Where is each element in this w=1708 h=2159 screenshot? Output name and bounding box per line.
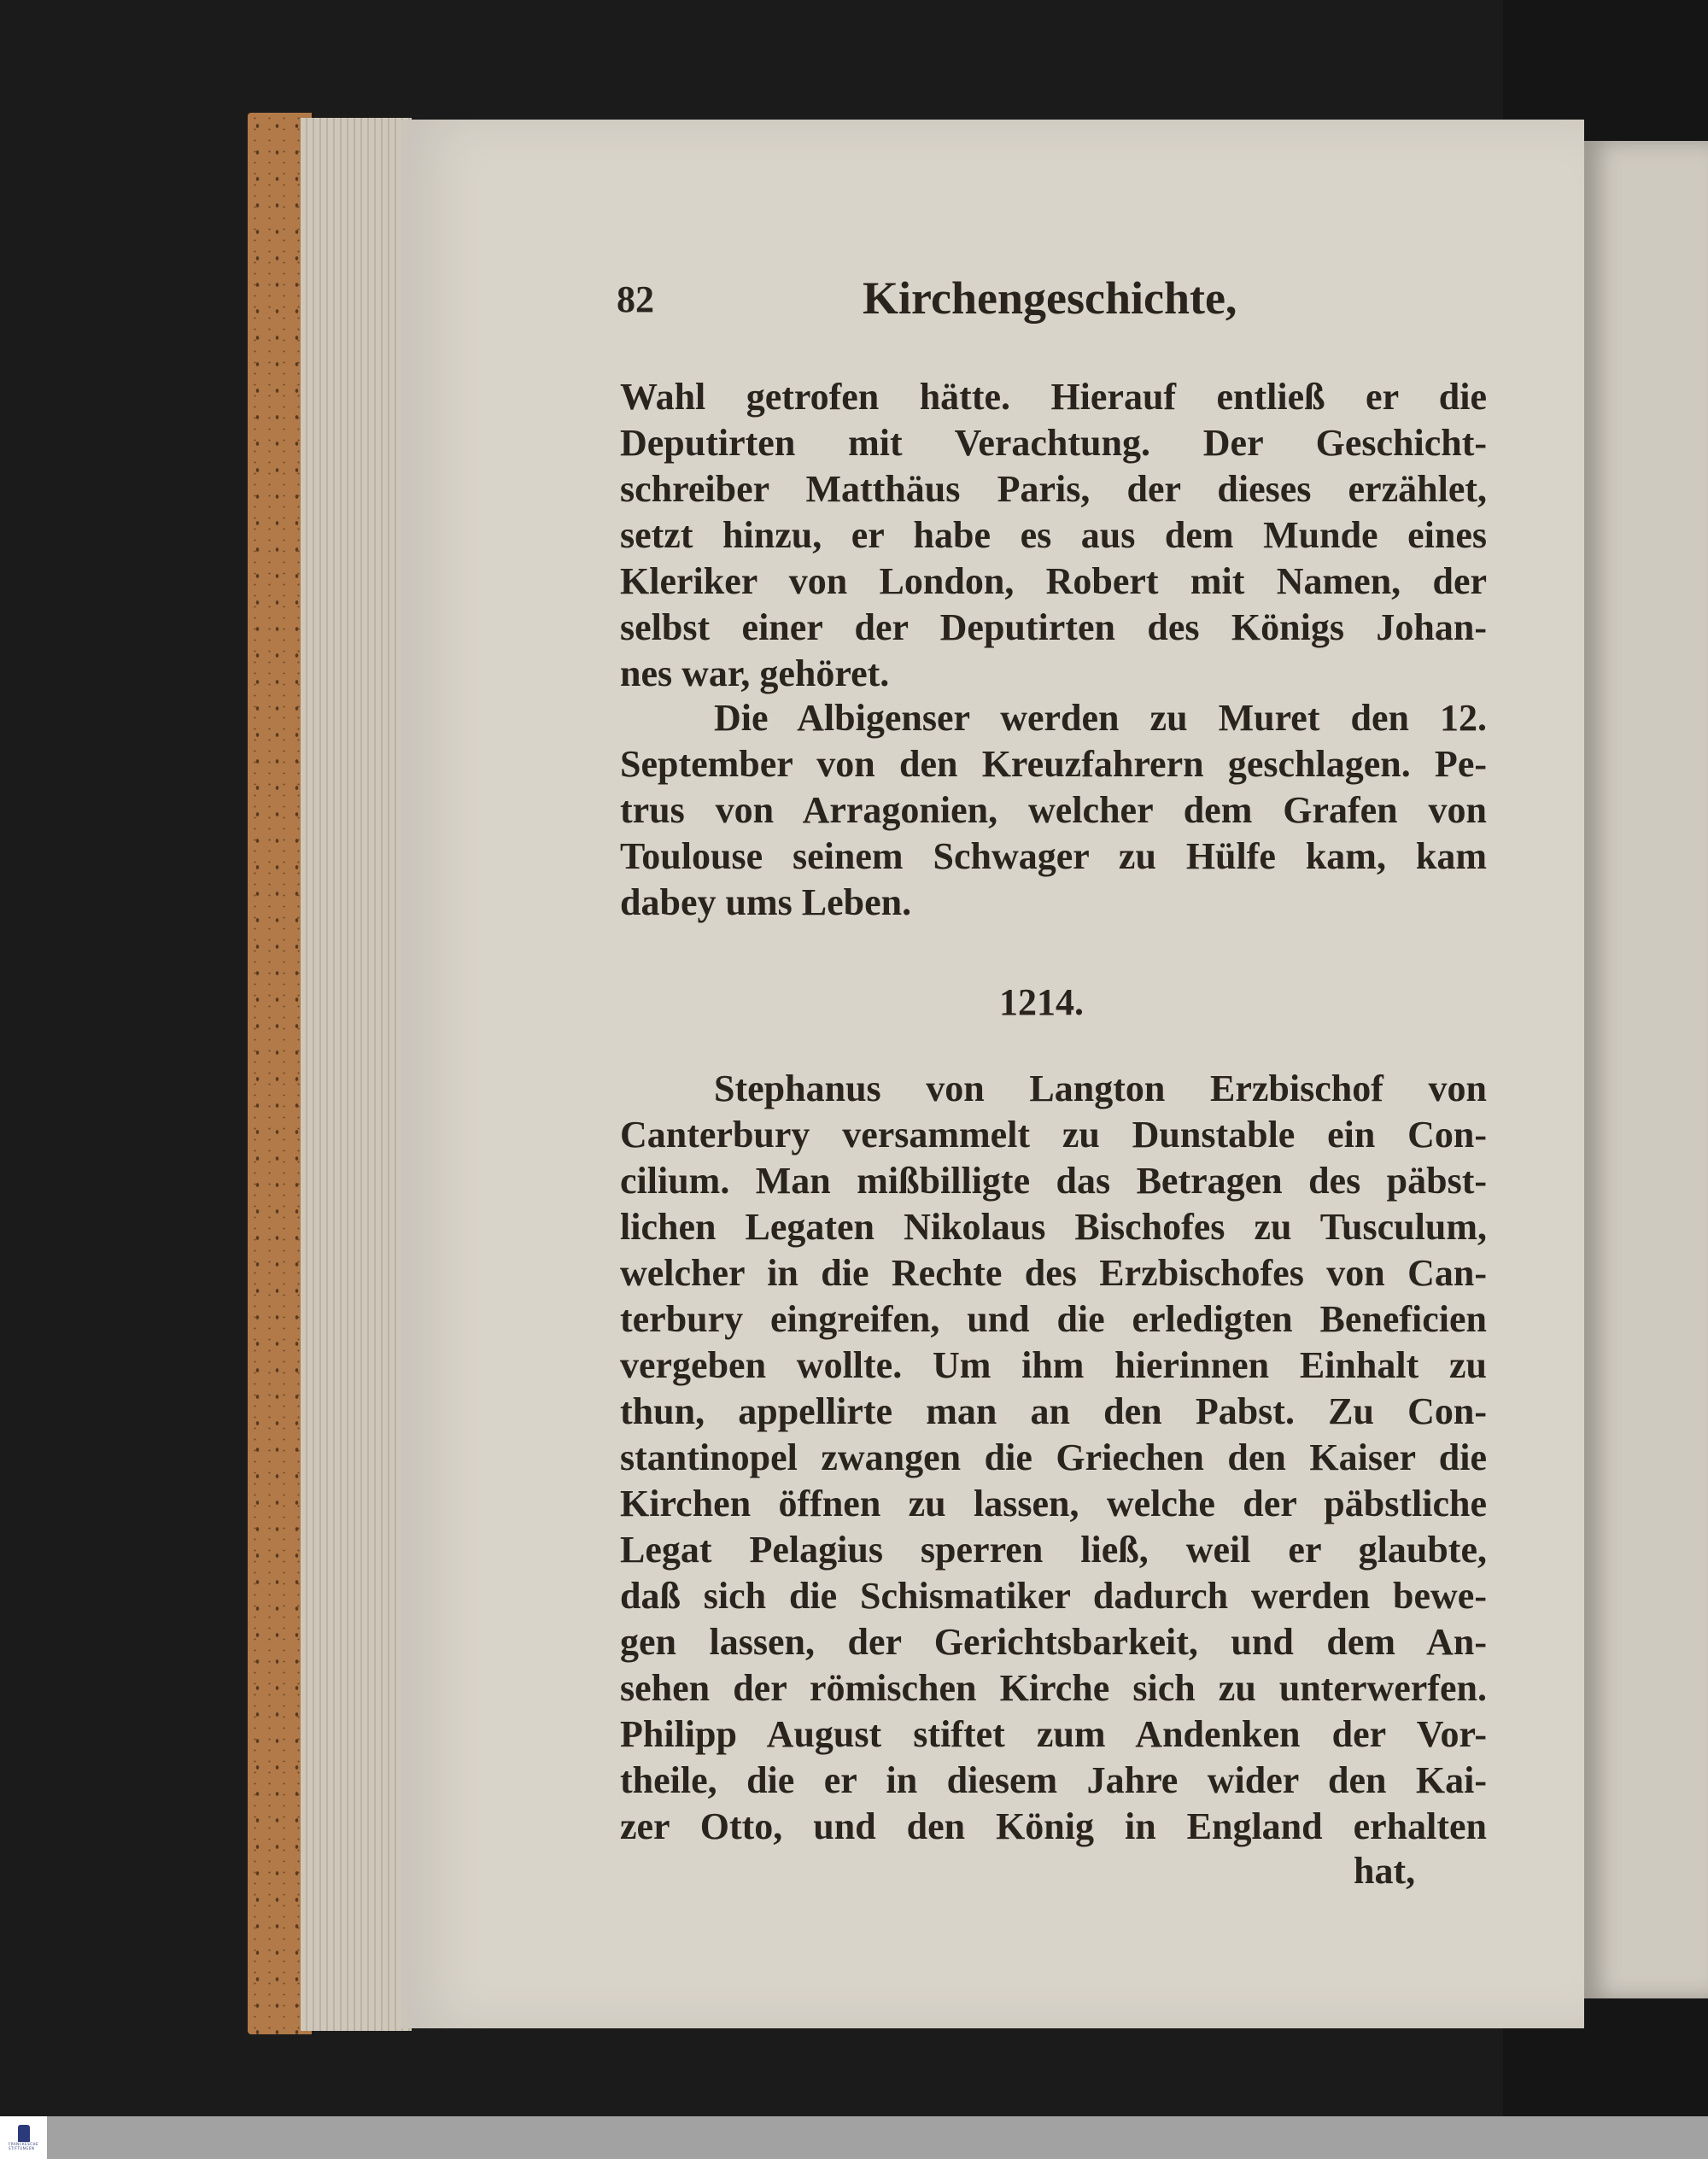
text-line: Die Albigenser werden zu Muret den 12. <box>714 697 1487 739</box>
text-line: Kleriker von London, Robert mit Namen, der <box>620 560 1487 602</box>
text-line: vergeben wollte. Um ihm hierinnen Einhalt zu <box>620 1344 1487 1386</box>
text-line: Philipp August stiftet zum Andenken der Vor- <box>620 1713 1487 1755</box>
institution-logo <box>0 2116 47 2159</box>
text-line: theile, die er in diesem Jahre wider den Kai- <box>620 1759 1487 1801</box>
running-head: Kirchengeschichte, <box>863 272 1237 324</box>
text-line: stantinopel zwangen die Griechen den Kaiser die <box>620 1436 1487 1478</box>
text-line: nes war, gehöret. <box>620 652 890 694</box>
text-line: Deputirten mit Verachtung. Der Geschicht- <box>620 422 1487 464</box>
text-line: cilium. Man mißbilligte das Betragen des päbst- <box>620 1160 1487 1202</box>
page-stack-edge <box>301 118 412 2031</box>
text-line: gen lassen, der Gerichtsbarkeit, und dem An- <box>620 1621 1487 1663</box>
text-line: sehen der römischen Kirche sich zu unterwerfen. <box>620 1667 1487 1709</box>
logo-text: FRANCKESCHE STIFTUNGEN <box>9 2142 38 2150</box>
text-line: zer Otto, und den König in England erhalten <box>620 1805 1487 1847</box>
text-line: thun, appellirte man an den Pabst. Zu Con- <box>620 1390 1487 1432</box>
text-line: schreiber Matthäus Paris, der dieses erzählet, <box>620 468 1487 510</box>
text-line: dabey ums Leben. <box>620 881 912 923</box>
text-line: trus von Arragonien, welcher dem Grafen von <box>620 789 1487 831</box>
text-line: Kirchen öffnen zu lassen, welche der päbstliche <box>620 1483 1487 1524</box>
catchword: hat, <box>1354 1850 1416 1892</box>
logo-figure-icon <box>18 2125 30 2142</box>
page-number: 82 <box>617 278 654 320</box>
text-line: setzt hinzu, er habe es aus dem Munde eines <box>620 514 1487 556</box>
text-line: Toulouse seinem Schwager zu Hülfe kam, kam <box>620 835 1487 877</box>
text-line: daß sich die Schismatiker dadurch werden bewe- <box>620 1575 1487 1617</box>
text-line: Legat Pelagius sperren ließ, weil er glaubte, <box>620 1529 1487 1571</box>
facing-page-edge <box>1584 141 1708 1998</box>
text-line: Canterbury versammelt zu Dunstable ein Con- <box>620 1114 1487 1156</box>
text-line: Wahl getrofen hätte. Hierauf entließ er die <box>620 376 1487 418</box>
paragraph-2 <box>620 695 1487 926</box>
text-line: lichen Legaten Nikolaus Bischofes zu Tusculum, <box>620 1206 1487 1248</box>
text-line: terbury eingreifen, und die erledigten Beneficien <box>620 1298 1487 1340</box>
text-line: Stephanus von Langton Erzbischof von <box>714 1068 1487 1109</box>
viewer-bottom-bar <box>0 2116 1708 2159</box>
paragraph-3 <box>620 1066 1487 1850</box>
year-heading: 1214. <box>999 981 1084 1023</box>
paragraph-1 <box>620 374 1487 697</box>
text-line: September von den Kreuzfahrern geschlagen. Pe- <box>620 743 1487 785</box>
text-line: selbst einer der Deputirten des Königs Johan- <box>620 606 1487 648</box>
text-line: welcher in die Rechte des Erzbischofes von Can- <box>620 1252 1487 1294</box>
